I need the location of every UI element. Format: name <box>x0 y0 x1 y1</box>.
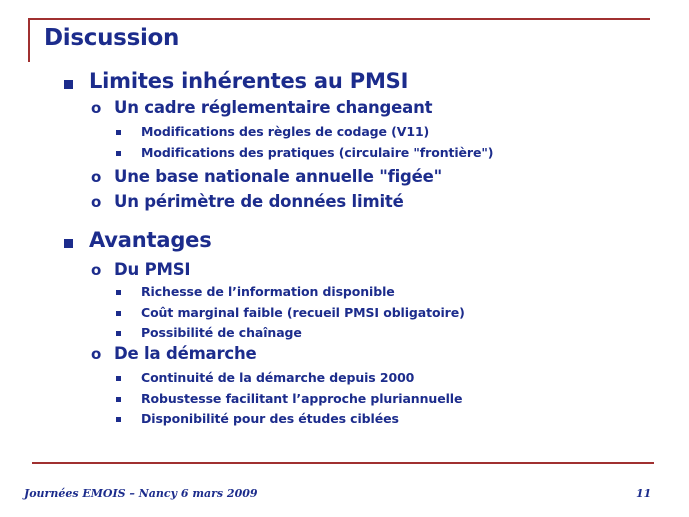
list-subitem: Coût marginal faible (recueil PMSI obligatoire) <box>141 305 465 320</box>
list-subitem: Disponibilité pour des études ciblées <box>141 411 399 426</box>
subitem-bullet-icon <box>116 130 121 135</box>
list-subitem: Continuité de la démarche depuis 2000 <box>141 370 415 385</box>
subitem-bullet-icon <box>116 417 121 422</box>
slide-title: Discussion <box>44 25 180 51</box>
section-bullet-icon <box>64 80 73 89</box>
list-item: Du PMSI <box>114 260 191 279</box>
list-item: De la démarche <box>114 344 257 363</box>
section-heading: Avantages <box>89 228 212 252</box>
footer-event: Journées EMOIS – Nancy 6 mars 2009 <box>24 487 258 500</box>
list-subitem: Possibilité de chaînage <box>141 325 302 340</box>
page-number: 11 <box>636 487 652 500</box>
subitem-bullet-icon <box>116 151 121 156</box>
item-bullet-icon: o <box>91 193 102 211</box>
title-top-rule <box>28 18 650 20</box>
subitem-bullet-icon <box>116 290 121 295</box>
subitem-bullet-icon <box>116 311 121 316</box>
list-subitem: Modifications des pratiques (circulaire "frontière") <box>141 145 494 160</box>
footer-rule <box>32 462 654 464</box>
item-bullet-icon: o <box>91 261 102 279</box>
item-bullet-icon: o <box>91 345 102 363</box>
list-subitem: Robustesse facilitant l’approche pluriannuelle <box>141 391 463 406</box>
title-left-rule <box>28 18 30 62</box>
section-bullet-icon <box>64 239 73 248</box>
list-subitem: Modifications des règles de codage (V11) <box>141 124 430 139</box>
subitem-bullet-icon <box>116 331 121 336</box>
list-item: Un cadre réglementaire changeant <box>114 98 433 117</box>
subitem-bullet-icon <box>116 397 121 402</box>
section-heading: Limites inhérentes au PMSI <box>89 69 409 93</box>
item-bullet-icon: o <box>91 99 102 117</box>
list-item: Un périmètre de données limité <box>114 192 404 211</box>
item-bullet-icon: o <box>91 168 102 186</box>
list-item: Une base nationale annuelle "figée" <box>114 167 443 186</box>
list-subitem: Richesse de l’information disponible <box>141 284 395 299</box>
subitem-bullet-icon <box>116 376 121 381</box>
